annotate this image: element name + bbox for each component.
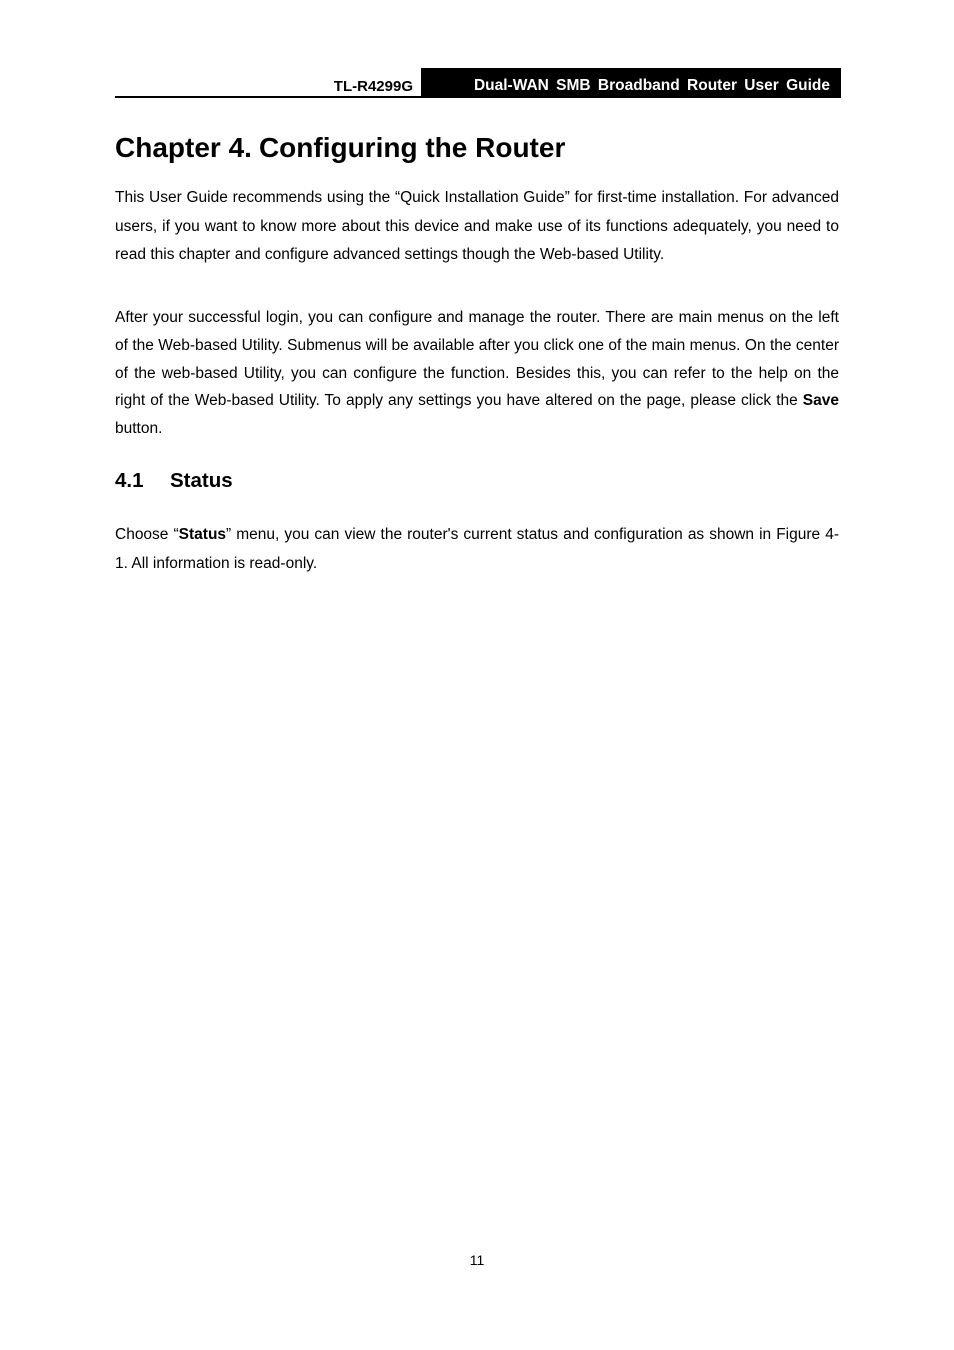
intro-paragraph: This User Guide recommends using the “Quick Installation Guide” for first-time installation. For advanced users, if you want to know more about this device and make use of its functions adequately, you need to read this chapter and configure advanced settings though the Web-based Utility.: [115, 189, 839, 263]
header-title-box: [421, 68, 841, 98]
chapter-title: [115, 132, 565, 164]
section-title: [115, 469, 233, 493]
chapter-name: Configuring the Router: [258, 132, 566, 163]
section-name: Status: [170, 469, 233, 492]
page-header: [115, 68, 841, 98]
save-label: Save: [802, 392, 839, 410]
menus-text-end: button.: [115, 420, 163, 438]
status-paragraph: [115, 521, 839, 578]
page-number: 11: [469, 1252, 485, 1268]
menus-text-start: After your successful login, you can configure and manage the router. There are main menus on the left of the Web-based Utility. Submenus will be available after you click one of the main menus. On the center of the web-based Utility, you can configure the function. Besides this, you can refer to the help on the right of the Web-based Utility. To apply any settings you have altered on the page, please click the: [115, 309, 839, 410]
status-text-start: Choose “: [115, 526, 179, 543]
status-label: Status: [178, 526, 227, 543]
section-number: 4.1: [115, 469, 144, 492]
status-text-end: ” menu, you can view the router's current status and configuration as shown in Figure 4-1. All information is read-only.: [115, 526, 839, 572]
header-title: Dual-WAN SMB Broadband Router User Guide: [473, 77, 830, 94]
menus-paragraph: [115, 304, 839, 443]
header-model: TL-R4299G: [333, 78, 413, 95]
chapter-number: Chapter 4.: [115, 132, 252, 163]
